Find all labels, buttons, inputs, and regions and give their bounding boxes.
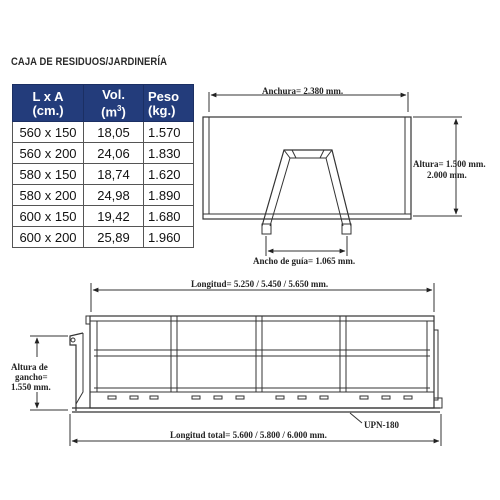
cell-dimensions: 600 x 150 [13,206,84,227]
cell-dimensions: 600 x 200 [13,227,84,248]
altura-gancho-label-1: Altura de [11,362,48,372]
header-weight: Peso (kg.) [144,85,194,122]
cell-weight: 1.890 [144,185,194,206]
cell-volume: 25,89 [84,227,144,248]
cell-volume: 24,98 [84,185,144,206]
cell-weight: 1.830 [144,143,194,164]
front-guide-frame [262,150,351,226]
cell-dimensions: 560 x 150 [13,122,84,143]
front-box-outline [203,117,411,219]
header-dimensions: L x A (cm.) [13,85,84,122]
cell-dimensions: 580 x 200 [13,185,84,206]
cell-dimensions: 580 x 150 [13,164,84,185]
altura-label-2: 2.000 mm. [427,170,467,180]
page-title: CAJA DE RESIDUOS/JARDINERÍA [11,56,167,68]
cell-volume: 18,05 [84,122,144,143]
header-volume: Vol. $(m^3)$ [84,85,144,122]
hook [70,333,83,411]
ancho-guia-label: Ancho de guía= 1.065 mm. [253,256,356,266]
cell-weight: 1.680 [144,206,194,227]
cell-volume: 18,74 [84,164,144,185]
cell-volume: 24,06 [84,143,144,164]
cell-weight: 1.620 [144,164,194,185]
upn-leader-line [350,413,362,423]
altura-label-1: Altura= 1.500 mm. [413,159,486,169]
altura-gancho-label-3: 1.550 mm. [11,382,51,392]
cell-weight: 1.960 [144,227,194,248]
upn-label: UPN-180 [364,420,399,430]
front-view [203,92,462,256]
cell-weight: 1.570 [144,122,194,143]
longitud-label: Longitud= 5.250 / 5.450 / 5.650 mm. [191,279,329,289]
bottom-slots [108,396,412,399]
altura-gancho-label-2: gancho= [15,372,48,382]
anchura-label: Anchura= 2.380 mm. [262,86,344,96]
longitud-total-label: Longitud total= 5.600 / 5.800 / 6.000 mm. [170,430,327,440]
cell-volume: 19,42 [84,206,144,227]
cell-dimensions: 560 x 200 [13,143,84,164]
